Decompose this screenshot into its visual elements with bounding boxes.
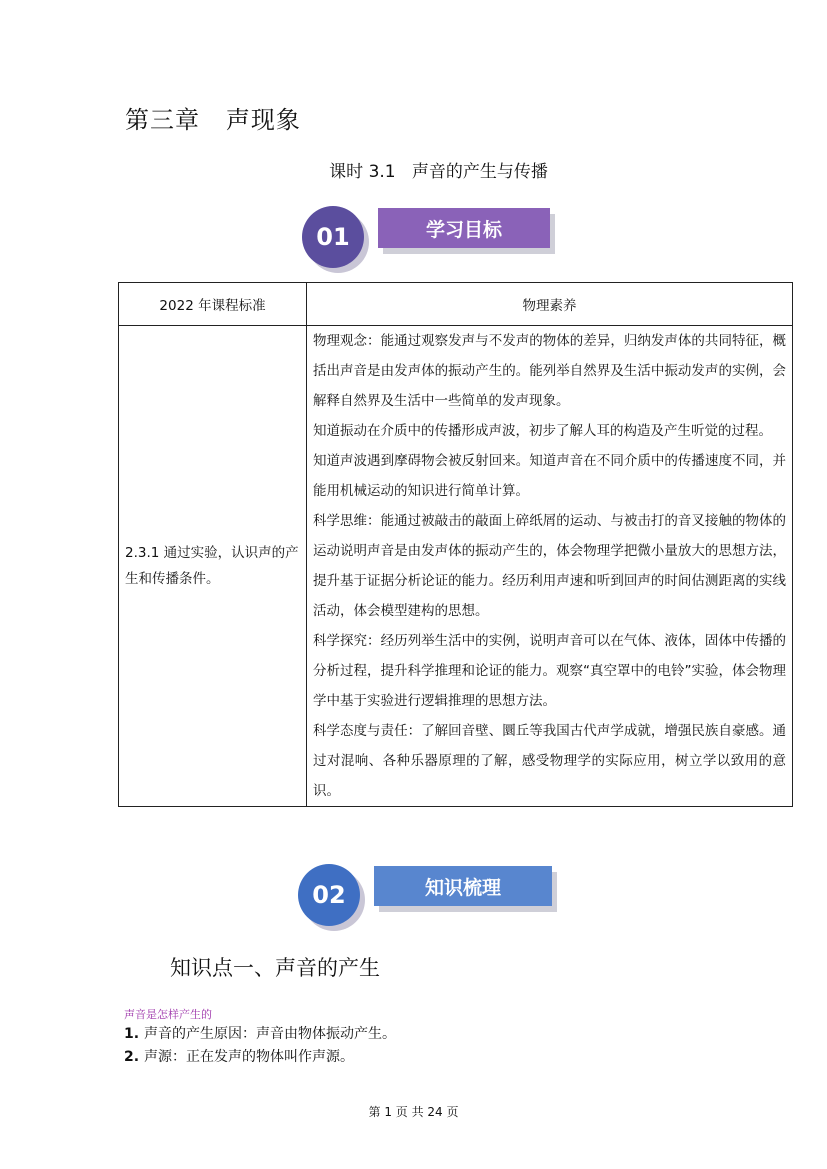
list-item — [124, 1046, 396, 1069]
list-number: 2. — [124, 1049, 140, 1065]
knowledge-point-title: 知识点一、声音的产生 — [170, 956, 380, 980]
subsection-label: 声音是怎样产生的 — [124, 1008, 212, 1021]
knowledge-list — [124, 1023, 396, 1069]
section-label: 学习目标 — [378, 208, 550, 248]
literacy-paragraph: 科学思维：能通过被敲击的敲面上碎纸屑的运动、与被击打的音叉接触的物体的运动说明声音是由发声体的振动产生的，体会物理学把微小量放大的思想方法，提升基于证据分析论证的能力。经历利用声速和听到回声的时间估测距离的实线活动，体会模型建构的思想。 — [313, 513, 786, 619]
list-item — [124, 1023, 396, 1046]
page-footer: 第 1 页 共 24 页 — [368, 1105, 459, 1119]
literacy-cell — [307, 326, 793, 807]
literacy-paragraph: 物理观念：能通过观察发声与不发声的物体的差异，归纳发声体的共同特征，概括出声音是由发声体的振动产生的。能列举自然界及生活中振动发声的实例，会解释自然界及生活中一些简单的发声现象。 — [313, 333, 786, 409]
table-header-standard: 2022 年课程标准 — [119, 283, 307, 326]
section-number-badge: 01 — [302, 206, 364, 268]
literacy-paragraph: 知道声波遇到摩碍物会被反射回来。知道声音在不同介质中的传播速度不同，并能用机械运动的知识进行简单计算。 — [313, 453, 786, 499]
knowledge-review-banner — [298, 864, 568, 924]
section-number-badge: 02 — [298, 864, 360, 926]
list-text: 声音的产生原因：声音由物体振动产生。 — [144, 1026, 396, 1042]
lesson-title: 课时 3.1 声音的产生与传播 — [329, 162, 548, 182]
list-text: 声源：正在发声的物体叫作声源。 — [144, 1049, 354, 1065]
list-number: 1. — [124, 1026, 140, 1042]
literacy-paragraph: 科学态度与责任：了解回音壁、圜丘等我国古代声学成就，增强民族自豪感。通过对混响、各种乐器原理的了解，感受物理学的实际应用，树立学以致用的意识。 — [313, 723, 786, 799]
goals-table — [118, 282, 793, 807]
section-label: 知识梳理 — [374, 866, 552, 906]
standard-cell: 2.3.1 通过实验，认识声的产生和传播条件。 — [119, 326, 307, 807]
literacy-paragraph: 知道振动在介质中的传播形成声波，初步了解人耳的构造及产生听觉的过程。 — [313, 423, 772, 439]
learning-goals-banner — [302, 206, 562, 266]
literacy-paragraph: 科学探究：经历列举生活中的实例，说明声音可以在气体、液体，固体中传播的分析过程，提升科学推理和论证的能力。观察“真空罩中的电铃”实验，体会物理学中基于实验进行逻辑推理的思想方法。 — [313, 633, 786, 709]
chapter-title: 第三章 声现象 — [125, 106, 301, 134]
table-header-literacy: 物理素养 — [307, 283, 793, 326]
